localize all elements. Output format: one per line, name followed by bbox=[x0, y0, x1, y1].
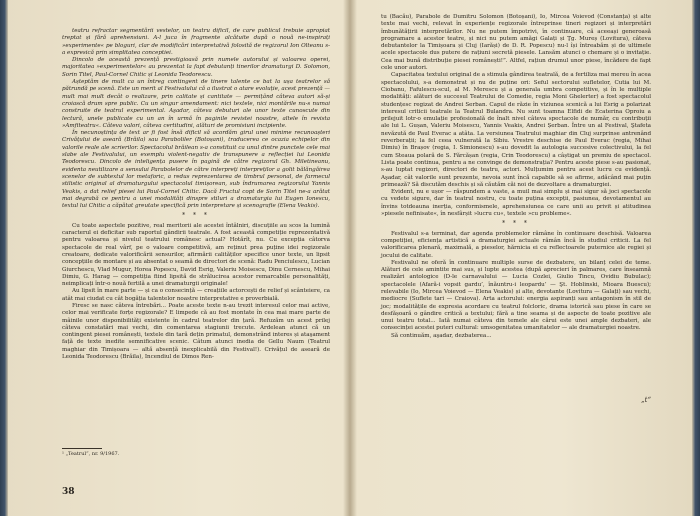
paragraph: Festivalul ne oferă în continuare multiple surse de dezbatere, un bilanț celei de teme. Alături de cele amintite mai sus, și lupte acestea (după aprecieri în palmares, care înseamnă realizări antologice (D-le carnavalului — Lucia Cozlei, Giulio Tincu, Ovidiu Bubulac); spectacolele (Afară-i vopsit gardu’, înăuntru-i leopardu’ — Şt. Hoblinski, Mioara Buescu); relevabile (Io, Mircea Voievod — Elena Veakis) și alte, devotante (Lovitura — Galați) sau vechi, mediocre (Suflete tari — Craiova). Arta actorului: energia aspiranți sau antagonism în stil de joc; modalitățile de expresia acordare cu teatrul folcloric, drama istorică sau piese în care se desfășoară o gândire critică a textului; fără a tine seama și de aspecte de toate pozitive ale unui teatru total... Iată numai câteva din temele ale cărui este unei ample dezbateri, ale consecinței acestei puteri cultural: umsogenitatea umanitatelor — ale dramaturgiei noastre. bbox=[381, 259, 651, 332]
paragraph: Să continuăm, aşadar, dezbaterea... bbox=[391, 332, 492, 339]
page-number: 38 bbox=[62, 487, 75, 497]
paragraph: teatru refractar segmentării vestelor, un teatru dificil, de care publicul trebuie apropiat treptat și fără aprehensiuni. A-l juca în fragmente alcătuite după o nouă ne-inspirați »experimente« pe bloguri, clar de modificări interpretativă folosită de regizorul Ion Olteanu s-a expresică prin simplitatea conceptiei. bbox=[62, 28, 330, 56]
paragraph: Dincolo de această prezență prestigioasă prin numele autorului și valoarea operei, majoritatea »experimentelor« au prezentat la fapt debutanți tinerilor dramaturgi D. Solomon, Sorin Titel, Paul-Cornel Chitic și Leonida Teodorescu. bbox=[62, 57, 330, 78]
paragraph: Evident, nu e ușor — răspundem a vaste, a muil mai simplu și mai sigur să joci spectacole cu vedete sigure, dar în teatrul nostru, cu toate puțina excepții, pasiunea, devotamentul au învins totdeauna inerția, conformismele, aprehensiunea ce care unii au privit și atitudinea »piesele nefinisate«, în nesfârșit »lucru cu«, textele »cu probleme«. bbox=[381, 189, 651, 218]
paragraph: Au lipsit în mare parte — și ca o consecință — creațiile actorcești de relief și scânteiere, ca atât mai ciudat cu cât bogăția talentelor noastre interpretative e proverbială. bbox=[62, 288, 330, 302]
footnote-rule bbox=[62, 448, 102, 449]
section-separator: * * * bbox=[502, 220, 530, 228]
handwritten-mark: „t“ bbox=[641, 396, 652, 404]
paragraph: Așteptăm de mult ca un întreg contingent de tinere talente ce bat la ușa teatrelor să pătrundă pe scenă. Este un merit al Festivalului că a ilustrat o atare evoluție, acest prezență — mult mai mult decât o realizare, prin calitate și cantitate — permițând câteva autori să-și croiască drum spre public. Cu un singur amendament: nici textele, nici montările nu-s numai construite de teatrul experimental. Aşadar, câteva debuturi ale unor texte cunoscute din lectură, unele publicate cu un an în urmă în paginile revistei noastre, altele în revista »Amfiteatru«. Câteva valori, câteva certitudini, alături de promisiuni incipiente. bbox=[62, 79, 330, 129]
paragraph: În necunoștința de text ar fi fost însă dificil să acordăm girul unei minime recunoașteri Crivățului de aseară (Brăila) sau Paraboliler (Botoșani), traducerea ce ocazia echipelor din valorile reale ale scrierilor. Spectacolul brăilean s-a constituit ca unul dintre punctele cele mai slabe ale Festivalului, un exemplu violent-negativ de transpunere a reflecției lui Leonida Teodorescu. Dincolo de inteligența pusere în pagină de către regizorul Gh. Miletineanu, evidenta neutilizare a sensului Parabolelor de către interpreți interpreților a golit bălăngăirea scenelor de subtextul lor metaforic, a redus reprezentarea de timbrul personal, de farmecul stilistic original al dramaturgului spectacolul timișorean, sub îndrumarea regizorului Yannis Veakis, a dat relief piesei lui Paul-Cornel Chitic. Dacă Fructul copt de Sorin Titel ne-a arătat mai degrabă ce pentru a unei modalități dinspre stiluri a dramaturgia lui Eugen Ionescu, textul lui Chitic a căpătat greutate specifică prin interpretare și scenografie (Elena Veakis). bbox=[62, 130, 330, 210]
footnote: ¹ „Teatrul”, nr. 9/1967. bbox=[62, 451, 120, 457]
paragraph: Festivalul s-a terminat, dar agenda problemelor rămâne în continuare deschisă. Valoarea competiției, eficiența artistică a dramaturgiei actuale rămân încă în studiul criticii. La fel valorificarea plenară, maximală, a pieselor, hărnicia ei cu reflectoarele puternice ale regiei și jocului de calitate. bbox=[381, 230, 651, 259]
right-page bbox=[351, 0, 700, 516]
left-page-text bbox=[62, 28, 330, 361]
paragraph: Capacitatea textului original de a stimula gândirea teatrală, de a fertiliza mai mereu în acea spectacolului, s-a demonstrat și nu de puține ori: Seful sectorului sufletelor, Cutia lui M. Ciobanu, Fafulescu-scul, al M. Merescu și a generala umbra competitive, și în le multiple modalități: alături de succesul Teatrului de Comedie, regia Moni Ghelerter) a fost spectacolul studențesc regizat de Andrei Serban. Capul de răzie în viziunea scenică a lui Esrig a polarizat interesul criticii teatrale la Teatrul Bulandra. Nu sunt toamna Elfidi de Ecaterina Oproiu a prilejuit lotr-o emulație profesională de înalt nivel câteva spectacole de număr, cu contribuții ale lui L. Gușan, Valeriu Moisescu, Yannis Veakis, Andrei Șerban. Între un al Festival, Ştafeta nevăzută de Paul Everac a atâta. La versiunea Teatrului maghiar din Cluj surprinse antrenând reverberații; la fel ceea vulnerată la Sibiu. Vrestre deschise de Paul Everac (regia, Mihai Dimiu) în Brașov (regia, I. Simionescu) s-au dovedit la autologia succesive colectivului, la fel cum Steaua polară de S. Fărcășan (regia, Crin Teodorescu) a câștigat un premiu de spectacol. Lista poate continua, pentru a ne convinge de demonstrația? Pentru aceste piese s-au pasionat, s-au luptat regizori, directori de teatru, actori. Mulțumim pentru acest lucru cu evidență. Aşadar, cât valorile sunt prezente, nevoia sunt încă capabile să se afirme, adăcând mai puțin primează? Să discutăm deschis și să căutăm căi noi de dezvoltare a dramaturgiei. bbox=[381, 72, 651, 188]
paragraph: tu (Bacău), Parabole de Dumitru Solomon (Botoșani), Io, Mircea Voievod (Constanța) și alte texte mai vechi, relevat în experiențe regizorale întreprinse tineri regizori și interpretări îmbunătățirii interpretărilor. Nu ne putem împotrivi, în continuare, că aceeași generoasă programare a acestor teatre, și nici nu putem amăgi Galați și Ţg. Mureș (Lovitura), câteva debutantelor la Timișoara și Cluj (Iarăși) de D. R. Popescu) nu-l își întreabăm și de ultimele acele spectacole dus putere de rațiuni secretă piesele. Lansăm atunci o chemare și o invitație. Cea mai bună distribuție piesei românești!”. Altfel, rațiun drumul unor piese, încădere de fapt cele unor autori. bbox=[381, 14, 651, 72]
section-separator: * * * bbox=[182, 212, 210, 220]
paragraph: Cu toate aspectele pozitive, real meritorii ale acestei întâlniri, discuțiile au scos la lumină caracterul ei deficitar sub raportul gândirii teatrale. A fost această competiție reprezentativă pentru valoarea și nivelul teatrului românesc actual? Hotărît, nu. Cu excepția câtorva spectacole de real vârf, pe o valoare competitivă, am reținut prea puține idei regizorale creatoare, dedicate valorificării sensurilor, afirmării calităților specifice unor texte, un lipsit concepțiile de montare și au absentat o seamă de directori de scenă: Radu Penciulescu, Lucian Giurchescu, Vlad Mugur, Horea Popescu, David Esrig, Valeriu Moisescu, Dinu Cernescu, Mihai Dimiu, G. Harag — competiția fiind lipsită de strălucirea acestor remarcabile personalități, neimplicați într-o nouă fertilă a unei dramaturgii originale! bbox=[62, 222, 330, 288]
paragraph: Firesc se nasc câteva întrebări... Poate aceste texte n-au trezit interesul celor mai active, celor mai verificate forțe regizorale? E limpede că au fost montate în cea mai mare parte de mâinile unor disponibilități existente în cadrul teatrelor din țară. Refuzăm un acest prilej câteva constatări mai vechi, din comentarea stagiunii trecute. Ardelean atunci că un contingent piesei românești, textele din tară dețin primatul, demonstrând interes și ataşament față de texte inedite semnificative scenic. Câtum atunci inedia de Gellu Naum (Teatrul maghiar din Timișoara — altă absență inexplicabilă din Festival!). Crivățul de aseară de Leonida Teodorescu (Brăila), Incendiul de Dimos Ren- bbox=[62, 302, 330, 361]
right-page-text bbox=[381, 14, 651, 340]
